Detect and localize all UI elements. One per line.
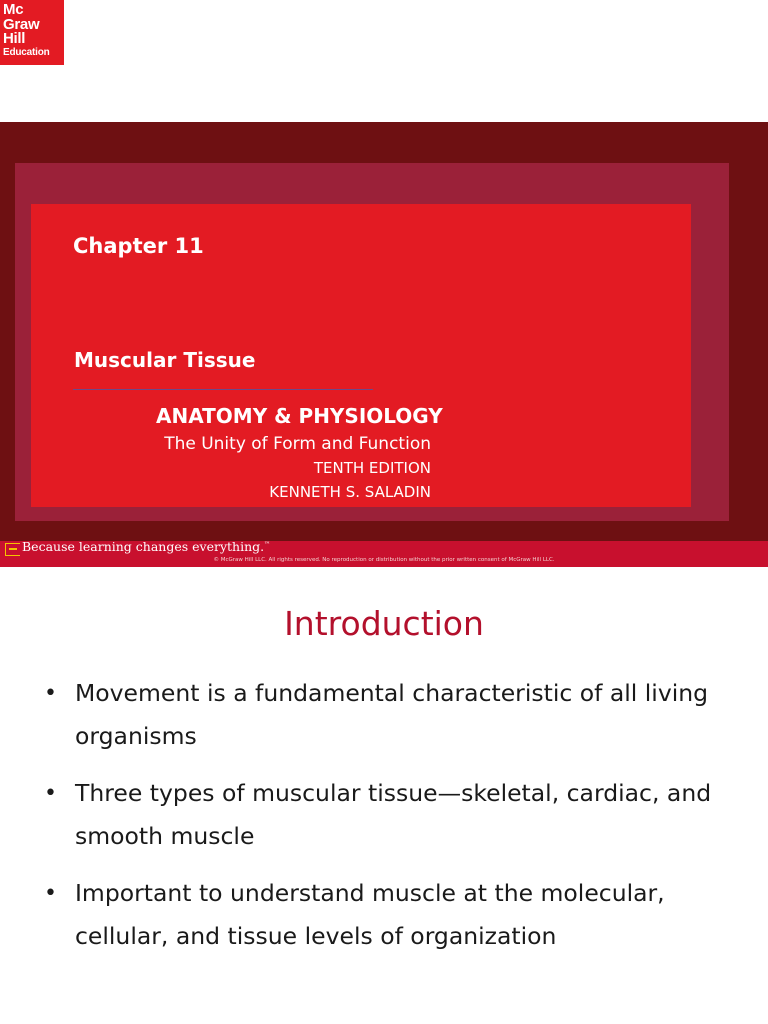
bullet-text: Three types of muscular tissue—skeletal, cardiac, and smooth muscle: [75, 779, 712, 850]
chapter-subject: Muscular Tissue: [74, 348, 256, 372]
tagline-text: Because learning changes everything.: [22, 539, 265, 554]
bullet-item: [40, 772, 740, 858]
bullet-text: Movement is a fundamental characteristic of all living organisms: [75, 679, 709, 750]
logo-line-3: Hill: [3, 30, 26, 47]
trademark-symbol: ™: [264, 540, 271, 548]
slide-title: Introduction: [284, 604, 484, 643]
bullet-icon: •: [44, 881, 57, 906]
book-edition: TENTH EDITION: [313, 459, 431, 477]
chapter-number: Chapter 11: [73, 234, 204, 258]
bullet-item: [40, 672, 740, 758]
bullet-text: Important to understand muscle at the molecular, cellular, and tissue levels of organization: [75, 879, 665, 950]
bullet-icon: •: [44, 781, 57, 806]
bracket-icon: [5, 543, 20, 556]
bullet-list: [40, 672, 740, 972]
copyright-notice: © McGraw Hill LLC. All rights reserved. No reproduction or distribution without the prior written consent of McGraw Hill LLC.: [213, 557, 555, 563]
bullet-item: [40, 872, 740, 958]
mcgraw-hill-logo: [0, 0, 64, 65]
book-subtitle: The Unity of Form and Function: [164, 434, 431, 454]
title-divider: [73, 389, 373, 390]
bullet-icon: •: [44, 681, 57, 706]
logo-line-1: Mc: [3, 1, 24, 18]
logo-line-4: Education: [3, 46, 50, 58]
logo-line-2: Graw: [3, 15, 40, 33]
brand-tagline: [22, 539, 270, 554]
book-author: KENNETH S. SALADIN: [269, 483, 431, 501]
book-title: ANATOMY & PHYSIOLOGY: [156, 404, 443, 428]
